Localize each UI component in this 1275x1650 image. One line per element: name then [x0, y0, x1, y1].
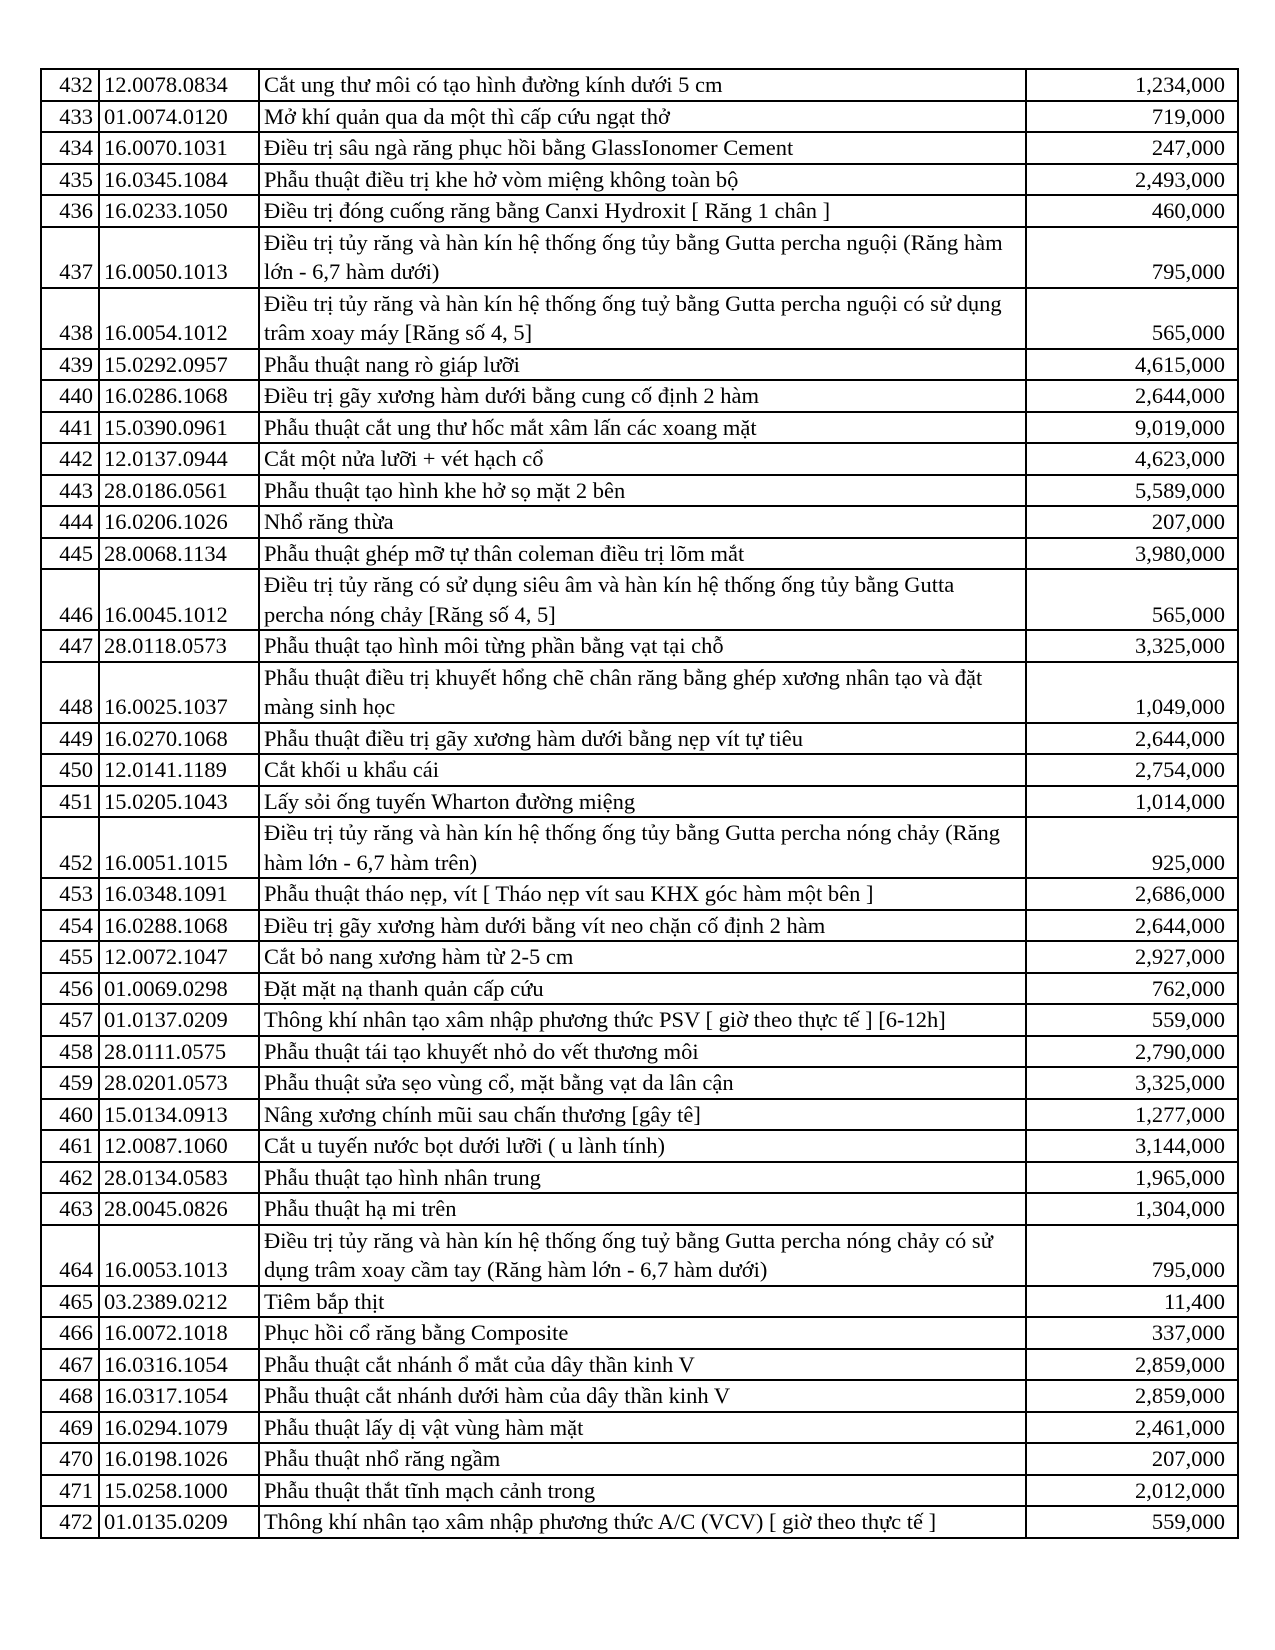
row-number-cell: 470	[41, 1443, 99, 1475]
service-code-cell: 16.0053.1013	[99, 1225, 259, 1286]
price-cell: 4,615,000	[1026, 349, 1238, 381]
service-code-cell: 16.0050.1013	[99, 227, 259, 288]
table-row	[41, 538, 1238, 570]
service-name-cell: Nhổ răng thừa	[259, 506, 1026, 538]
row-number-cell: 466	[41, 1317, 99, 1349]
service-name-cell: Điều trị tủy răng và hàn kín hệ thống ống tuỷ bằng Gutta percha nóng chảy có sử dụng trâm xoay cầm tay (Răng hàm lớn - 6,7 hàm dưới)	[259, 1225, 1026, 1286]
service-code-cell: 16.0286.1068	[99, 380, 259, 412]
table-row	[41, 1225, 1238, 1286]
table-row	[41, 973, 1238, 1005]
table-row	[41, 288, 1238, 349]
service-name-cell: Thông khí nhân tạo xâm nhập phương thức A/C (VCV) [ giờ theo thực tế ]	[259, 1506, 1026, 1538]
price-cell: 1,277,000	[1026, 1099, 1238, 1131]
service-name-cell: Phẫu thuật cắt nhánh ổ mắt của dây thần kinh V	[259, 1349, 1026, 1381]
table-row	[41, 1317, 1238, 1349]
price-cell: 4,623,000	[1026, 443, 1238, 475]
service-name-cell: Phẫu thuật cắt nhánh dưới hàm của dây thần kinh V	[259, 1380, 1026, 1412]
row-number-cell: 469	[41, 1412, 99, 1444]
service-name-cell: Điều trị sâu ngà răng phục hồi bằng GlassIonomer Cement	[259, 132, 1026, 164]
price-cell: 795,000	[1026, 227, 1238, 288]
price-cell: 3,325,000	[1026, 1067, 1238, 1099]
row-number-cell: 471	[41, 1475, 99, 1507]
price-table	[40, 68, 1239, 1539]
table-row	[41, 380, 1238, 412]
service-code-cell: 12.0072.1047	[99, 941, 259, 973]
price-cell: 9,019,000	[1026, 412, 1238, 444]
service-name-cell: Cắt u tuyến nước bọt dưới lưỡi ( u lành tính)	[259, 1130, 1026, 1162]
row-number-cell: 445	[41, 538, 99, 570]
service-code-cell: 01.0137.0209	[99, 1004, 259, 1036]
table-row	[41, 941, 1238, 973]
table-row	[41, 1130, 1238, 1162]
service-code-cell: 28.0111.0575	[99, 1036, 259, 1068]
price-cell: 2,686,000	[1026, 878, 1238, 910]
row-number-cell: 436	[41, 195, 99, 227]
service-name-cell: Điều trị đóng cuống răng bằng Canxi Hydroxit [ Răng 1 chân ]	[259, 195, 1026, 227]
price-cell: 2,644,000	[1026, 723, 1238, 755]
service-code-cell: 01.0074.0120	[99, 101, 259, 133]
row-number-cell: 449	[41, 723, 99, 755]
table-row	[41, 1099, 1238, 1131]
price-cell: 1,014,000	[1026, 786, 1238, 818]
price-cell: 1,304,000	[1026, 1193, 1238, 1225]
service-name-cell: Phẫu thuật nang rò giáp lưỡi	[259, 349, 1026, 381]
row-number-cell: 464	[41, 1225, 99, 1286]
table-row	[41, 817, 1238, 878]
table-row	[41, 662, 1238, 723]
service-name-cell: Phẫu thuật điều trị khe hở vòm miệng không toàn bộ	[259, 164, 1026, 196]
row-number-cell: 456	[41, 973, 99, 1005]
service-name-cell: Phẫu thuật tạo hình nhân trung	[259, 1162, 1026, 1194]
row-number-cell: 433	[41, 101, 99, 133]
service-name-cell: Đặt mặt nạ thanh quản cấp cứu	[259, 973, 1026, 1005]
service-name-cell: Phẫu thuật tái tạo khuyết nhỏ do vết thương môi	[259, 1036, 1026, 1068]
service-name-cell: Phẫu thuật tạo hình môi từng phần bằng vạt tại chỗ	[259, 630, 1026, 662]
table-row	[41, 132, 1238, 164]
row-number-cell: 439	[41, 349, 99, 381]
row-number-cell: 448	[41, 662, 99, 723]
price-cell: 565,000	[1026, 569, 1238, 630]
price-cell: 559,000	[1026, 1506, 1238, 1538]
table-row	[41, 1162, 1238, 1194]
row-number-cell: 455	[41, 941, 99, 973]
service-code-cell: 01.0069.0298	[99, 973, 259, 1005]
table-row	[41, 443, 1238, 475]
service-code-cell: 16.0233.1050	[99, 195, 259, 227]
service-name-cell: Thông khí nhân tạo xâm nhập phương thức PSV [ giờ theo thực tế ] [6-12h]	[259, 1004, 1026, 1036]
service-code-cell: 16.0025.1037	[99, 662, 259, 723]
price-cell: 925,000	[1026, 817, 1238, 878]
service-code-cell: 15.0205.1043	[99, 786, 259, 818]
service-name-cell: Cắt ung thư môi có tạo hình đường kính dưới 5 cm	[259, 69, 1026, 101]
service-code-cell: 16.0345.1084	[99, 164, 259, 196]
price-cell: 565,000	[1026, 288, 1238, 349]
service-code-cell: 16.0051.1015	[99, 817, 259, 878]
service-name-cell: Điều trị gãy xương hàm dưới bằng vít neo chặn cố định 2 hàm	[259, 910, 1026, 942]
service-code-cell: 01.0135.0209	[99, 1506, 259, 1538]
service-name-cell: Phục hồi cổ răng bằng Composite	[259, 1317, 1026, 1349]
row-number-cell: 467	[41, 1349, 99, 1381]
table-row	[41, 1193, 1238, 1225]
service-name-cell: Phẫu thuật ghép mỡ tự thân coleman điều trị lõm mắt	[259, 538, 1026, 570]
service-name-cell: Phẫu thuật điều trị khuyết hổng chẽ chân răng bằng ghép xương nhân tạo và đặt màng sinh học	[259, 662, 1026, 723]
table-row	[41, 69, 1238, 101]
table-row	[41, 569, 1238, 630]
service-name-cell: Phẫu thuật thắt tĩnh mạch cảnh trong	[259, 1475, 1026, 1507]
price-cell: 2,754,000	[1026, 754, 1238, 786]
row-number-cell: 451	[41, 786, 99, 818]
table-row	[41, 506, 1238, 538]
service-name-cell: Phẫu thuật nhổ răng ngầm	[259, 1443, 1026, 1475]
row-number-cell: 440	[41, 380, 99, 412]
service-code-cell: 03.2389.0212	[99, 1286, 259, 1318]
service-code-cell: 16.0270.1068	[99, 723, 259, 755]
table-row	[41, 1380, 1238, 1412]
table-row	[41, 630, 1238, 662]
row-number-cell: 450	[41, 754, 99, 786]
service-code-cell: 16.0317.1054	[99, 1380, 259, 1412]
table-row	[41, 1412, 1238, 1444]
price-cell: 762,000	[1026, 973, 1238, 1005]
price-cell: 2,859,000	[1026, 1349, 1238, 1381]
service-name-cell: Phẫu thuật hạ mi trên	[259, 1193, 1026, 1225]
row-number-cell: 447	[41, 630, 99, 662]
price-cell: 559,000	[1026, 1004, 1238, 1036]
price-cell: 1,965,000	[1026, 1162, 1238, 1194]
row-number-cell: 446	[41, 569, 99, 630]
service-name-cell: Cắt bỏ nang xương hàm từ 2-5 cm	[259, 941, 1026, 973]
row-number-cell: 441	[41, 412, 99, 444]
row-number-cell: 465	[41, 1286, 99, 1318]
row-number-cell: 460	[41, 1099, 99, 1131]
service-name-cell: Điều trị tủy răng và hàn kín hệ thống ống tủy bằng Gutta percha nguội (Răng hàm lớn - 6,7 hàm dưới)	[259, 227, 1026, 288]
service-code-cell: 15.0134.0913	[99, 1099, 259, 1131]
service-name-cell: Điều trị tủy răng và hàn kín hệ thống ống tủy bằng Gutta percha nóng chảy (Răng hàm lớn - 6,7 hàm trên)	[259, 817, 1026, 878]
table-row	[41, 1475, 1238, 1507]
service-name-cell: Nâng xương chính mũi sau chấn thương [gây tê]	[259, 1099, 1026, 1131]
price-cell: 337,000	[1026, 1317, 1238, 1349]
service-code-cell: 16.0198.1026	[99, 1443, 259, 1475]
service-name-cell: Điều trị tủy răng và hàn kín hệ thống ống tuỷ bằng Gutta percha nguội có sử dụng trâm xoay máy [Răng số 4, 5]	[259, 288, 1026, 349]
table-row	[41, 475, 1238, 507]
table-row	[41, 349, 1238, 381]
service-code-cell: 16.0072.1018	[99, 1317, 259, 1349]
price-cell: 1,234,000	[1026, 69, 1238, 101]
row-number-cell: 453	[41, 878, 99, 910]
row-number-cell: 463	[41, 1193, 99, 1225]
service-name-cell: Phẫu thuật cắt ung thư hốc mắt xâm lấn các xoang mặt	[259, 412, 1026, 444]
service-code-cell: 16.0294.1079	[99, 1412, 259, 1444]
service-code-cell: 16.0316.1054	[99, 1349, 259, 1381]
row-number-cell: 434	[41, 132, 99, 164]
table-row	[41, 754, 1238, 786]
price-cell: 795,000	[1026, 1225, 1238, 1286]
price-cell: 460,000	[1026, 195, 1238, 227]
table-row	[41, 164, 1238, 196]
service-name-cell: Lấy sỏi ống tuyến Wharton đường miệng	[259, 786, 1026, 818]
price-cell: 2,644,000	[1026, 380, 1238, 412]
service-code-cell: 28.0186.0561	[99, 475, 259, 507]
price-cell: 207,000	[1026, 506, 1238, 538]
row-number-cell: 444	[41, 506, 99, 538]
price-cell: 3,144,000	[1026, 1130, 1238, 1162]
service-code-cell: 12.0141.1189	[99, 754, 259, 786]
row-number-cell: 435	[41, 164, 99, 196]
row-number-cell: 472	[41, 1506, 99, 1538]
service-name-cell: Cắt một nửa lưỡi + vét hạch cổ	[259, 443, 1026, 475]
price-cell: 2,493,000	[1026, 164, 1238, 196]
service-code-cell: 12.0078.0834	[99, 69, 259, 101]
service-code-cell: 28.0068.1134	[99, 538, 259, 570]
service-code-cell: 28.0045.0826	[99, 1193, 259, 1225]
row-number-cell: 432	[41, 69, 99, 101]
price-cell: 2,461,000	[1026, 1412, 1238, 1444]
row-number-cell: 458	[41, 1036, 99, 1068]
table-row	[41, 412, 1238, 444]
service-name-cell: Mở khí quản qua da một thì cấp cứu ngạt thở	[259, 101, 1026, 133]
table-row	[41, 1286, 1238, 1318]
table-row	[41, 910, 1238, 942]
service-code-cell: 28.0118.0573	[99, 630, 259, 662]
table-row	[41, 1067, 1238, 1099]
service-name-cell: Phẫu thuật tháo nẹp, vít [ Tháo nẹp vít sau KHX góc hàm một bên ]	[259, 878, 1026, 910]
price-cell: 2,790,000	[1026, 1036, 1238, 1068]
row-number-cell: 442	[41, 443, 99, 475]
row-number-cell: 459	[41, 1067, 99, 1099]
price-cell: 247,000	[1026, 132, 1238, 164]
price-cell: 207,000	[1026, 1443, 1238, 1475]
service-code-cell: 16.0348.1091	[99, 878, 259, 910]
row-number-cell: 457	[41, 1004, 99, 1036]
table-row	[41, 1004, 1238, 1036]
service-code-cell: 28.0201.0573	[99, 1067, 259, 1099]
row-number-cell: 452	[41, 817, 99, 878]
service-name-cell: Tiêm bắp thịt	[259, 1286, 1026, 1318]
row-number-cell: 454	[41, 910, 99, 942]
service-name-cell: Phẫu thuật sửa sẹo vùng cổ, mặt bằng vạt da lân cận	[259, 1067, 1026, 1099]
table-row	[41, 1443, 1238, 1475]
row-number-cell: 462	[41, 1162, 99, 1194]
table-body	[41, 69, 1238, 1538]
row-number-cell: 468	[41, 1380, 99, 1412]
table-row	[41, 227, 1238, 288]
service-name-cell: Điều trị tủy răng có sử dụng siêu âm và hàn kín hệ thống ống tủy bằng Gutta percha nóng chảy [Răng số 4, 5]	[259, 569, 1026, 630]
table-row	[41, 1036, 1238, 1068]
price-cell: 11,400	[1026, 1286, 1238, 1318]
service-code-cell: 15.0258.1000	[99, 1475, 259, 1507]
table-row	[41, 195, 1238, 227]
table-row	[41, 1349, 1238, 1381]
service-code-cell: 16.0054.1012	[99, 288, 259, 349]
price-cell: 2,012,000	[1026, 1475, 1238, 1507]
row-number-cell: 437	[41, 227, 99, 288]
row-number-cell: 443	[41, 475, 99, 507]
table-row	[41, 723, 1238, 755]
service-code-cell: 15.0292.0957	[99, 349, 259, 381]
price-cell: 2,859,000	[1026, 1380, 1238, 1412]
service-name-cell: Điều trị gãy xương hàm dưới bằng cung cố định 2 hàm	[259, 380, 1026, 412]
service-name-cell: Phẫu thuật lấy dị vật vùng hàm mặt	[259, 1412, 1026, 1444]
price-cell: 5,589,000	[1026, 475, 1238, 507]
service-code-cell: 16.0206.1026	[99, 506, 259, 538]
table-row	[41, 101, 1238, 133]
table-row	[41, 1506, 1238, 1538]
row-number-cell: 461	[41, 1130, 99, 1162]
price-cell: 3,980,000	[1026, 538, 1238, 570]
price-cell: 2,927,000	[1026, 941, 1238, 973]
service-code-cell: 12.0087.1060	[99, 1130, 259, 1162]
service-name-cell: Phẫu thuật điều trị gãy xương hàm dưới bằng nẹp vít tự tiêu	[259, 723, 1026, 755]
table-row	[41, 786, 1238, 818]
service-name-cell: Cắt khối u khẩu cái	[259, 754, 1026, 786]
service-code-cell: 12.0137.0944	[99, 443, 259, 475]
price-cell: 719,000	[1026, 101, 1238, 133]
price-cell: 2,644,000	[1026, 910, 1238, 942]
service-code-cell: 16.0045.1012	[99, 569, 259, 630]
price-cell: 1,049,000	[1026, 662, 1238, 723]
service-name-cell: Phẫu thuật tạo hình khe hở sọ mặt 2 bên	[259, 475, 1026, 507]
service-code-cell: 16.0070.1031	[99, 132, 259, 164]
service-code-cell: 28.0134.0583	[99, 1162, 259, 1194]
service-code-cell: 15.0390.0961	[99, 412, 259, 444]
service-code-cell: 16.0288.1068	[99, 910, 259, 942]
row-number-cell: 438	[41, 288, 99, 349]
price-cell: 3,325,000	[1026, 630, 1238, 662]
table-row	[41, 878, 1238, 910]
